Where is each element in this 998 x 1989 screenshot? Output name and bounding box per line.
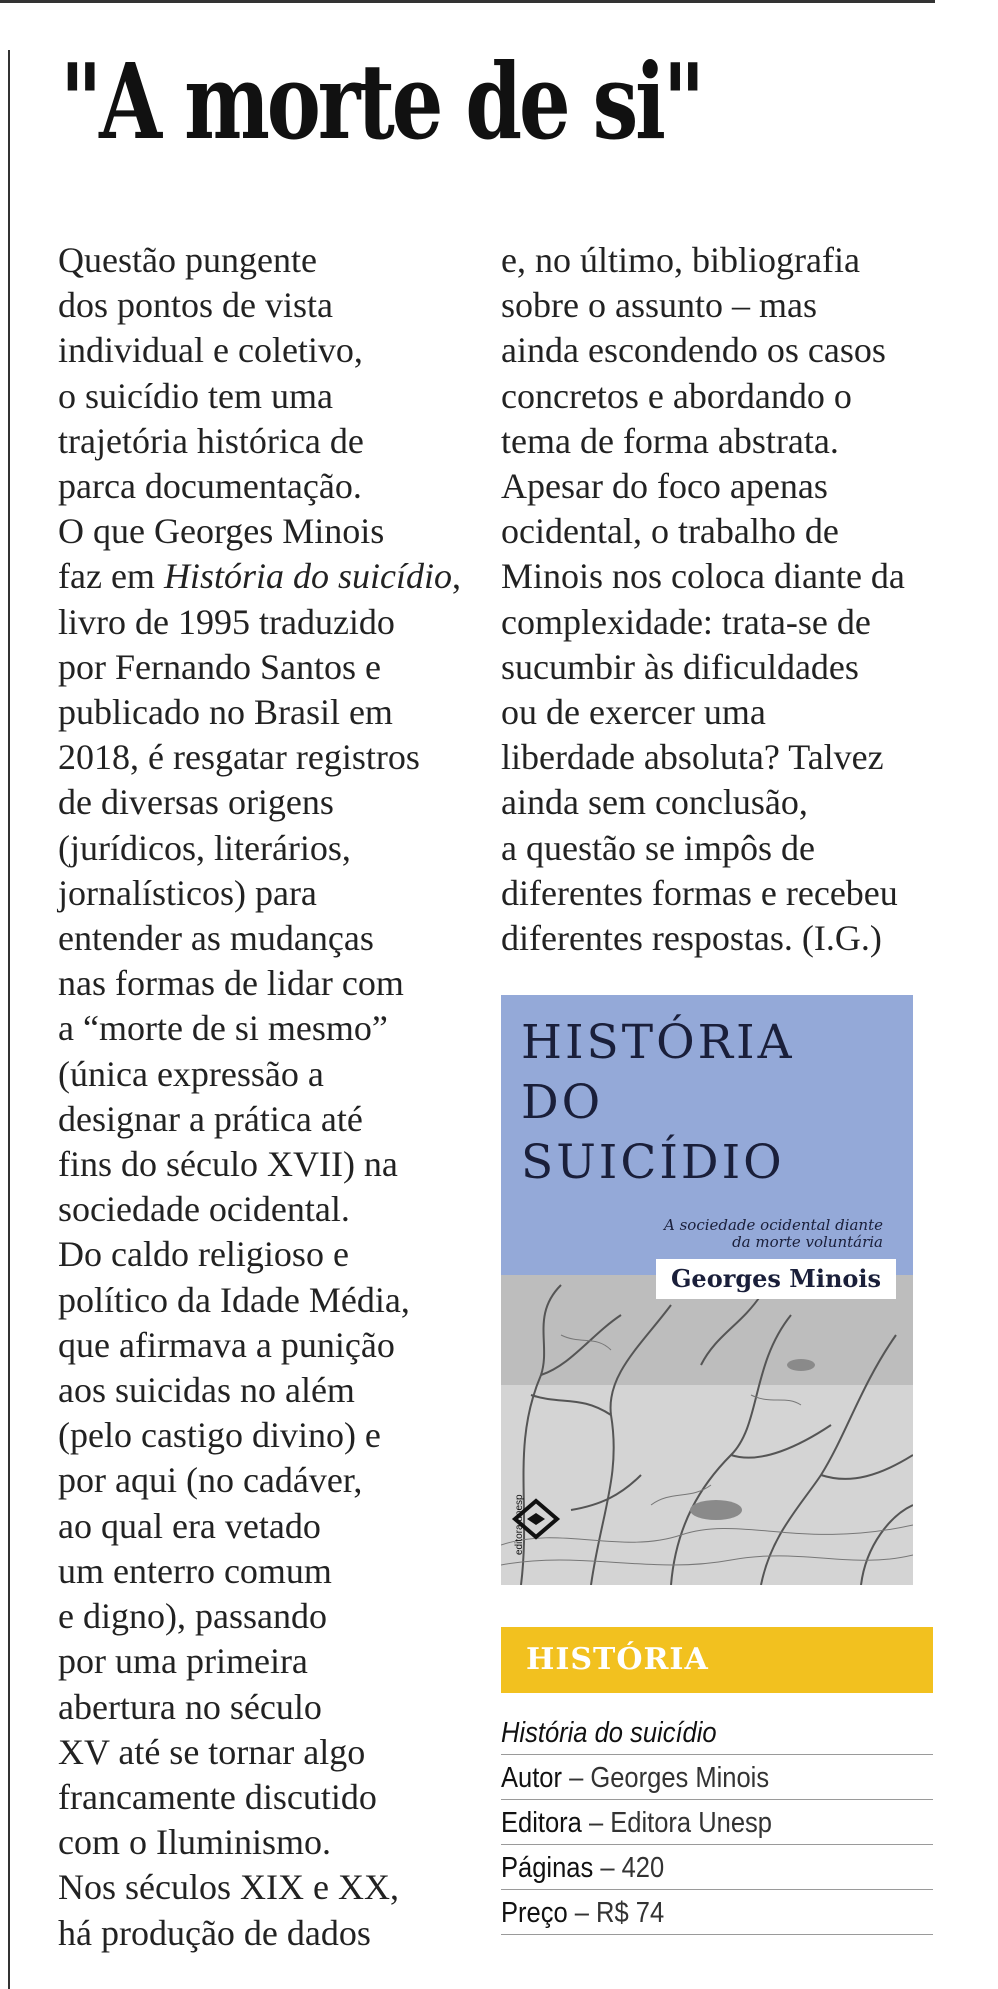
cover-title-line: DO	[521, 1075, 604, 1130]
body-line: dos pontos de vista	[58, 285, 333, 326]
body-line: a questão se impôs de	[501, 827, 815, 868]
body-line: sociedade ocidental.	[58, 1189, 350, 1230]
headline: "A morte de si"	[60, 40, 702, 163]
body-line: parca documentação.	[58, 466, 362, 507]
body-line: individual e coletivo,	[58, 330, 363, 371]
body-line: livro de 1995 traduzido	[58, 601, 395, 642]
body-line: (jurídicos, literários,	[58, 827, 351, 868]
body-column-right	[501, 238, 941, 961]
book-info-list	[501, 1710, 933, 1935]
cover-title-line: HISTÓRIA	[521, 1015, 795, 1070]
body-line: ainda escondendo os casos	[501, 330, 886, 371]
publisher-logo-text: editora unesp	[514, 1494, 525, 1555]
body-line: de diversas origens	[58, 782, 334, 823]
body-line: com o Iluminismo.	[58, 1822, 331, 1863]
info-sep: –	[562, 1762, 591, 1794]
body-line: aos suicidas no além	[58, 1370, 355, 1411]
cover-title-panel	[501, 995, 913, 1275]
info-row-pages	[501, 1845, 933, 1890]
body-line: jornalísticos) para	[58, 872, 317, 913]
body-line-prefix: faz em	[58, 556, 164, 597]
body-line: um enterro comum	[58, 1550, 332, 1591]
body-line: diferentes formas e recebeu	[501, 872, 898, 913]
body-line: por aqui (no cadáver,	[58, 1460, 363, 1501]
body-line-with-book-title	[58, 554, 468, 599]
body-line: por uma primeira	[58, 1641, 308, 1682]
cover-subtitle-line: A sociedade ocidental diante	[663, 1216, 883, 1234]
body-line: o suicídio tem uma	[58, 375, 333, 416]
body-line: por Fernando Santos e	[58, 646, 381, 687]
body-line: tema de forma abstrata.	[501, 420, 839, 461]
body-line: ao qual era vetado	[58, 1505, 321, 1546]
info-value: Georges Minois	[590, 1762, 770, 1794]
body-line: ainda sem conclusão,	[501, 782, 808, 823]
body-line: e, no último, bibliografia	[501, 240, 860, 280]
body-line: sucumbir às dificuldades	[501, 646, 859, 687]
body-line: ocidental, o trabalho de	[501, 511, 839, 552]
info-label: Preço	[501, 1897, 568, 1929]
info-box-label: HISTÓRIA	[526, 1642, 709, 1677]
body-line: liberdade absoluta? Talvez	[501, 737, 884, 778]
body-line: designar a prática até	[58, 1098, 363, 1139]
body-line: ou de exercer uma	[501, 692, 766, 733]
info-book-title: História do suicídio	[501, 1717, 717, 1749]
body-line: político da Idade Média,	[58, 1279, 410, 1320]
body-line: a “morte de si mesmo”	[58, 1008, 388, 1049]
body-line: diferentes respostas. (I.G.)	[501, 918, 882, 959]
left-column-rule	[8, 50, 10, 1989]
body-line: Nos séculos XIX e XX,	[58, 1867, 399, 1908]
info-value: 420	[621, 1852, 665, 1884]
body-column-left	[58, 238, 468, 1956]
info-label: Editora	[501, 1807, 582, 1839]
book-title-inline: História do suicídio	[163, 556, 452, 597]
body-line: nas formas de lidar com	[58, 963, 404, 1004]
body-line: entender as mudanças	[58, 918, 374, 959]
body-line: sobre o assunto – mas	[501, 285, 817, 326]
body-line: 2018, é resgatar registros	[58, 737, 420, 778]
info-label: Páginas	[501, 1852, 594, 1884]
info-sep: –	[593, 1852, 622, 1884]
body-line: fins do século XVII) na	[58, 1144, 398, 1185]
cover-subtitle-line: da morte voluntária	[732, 1233, 883, 1251]
info-row-publisher	[501, 1800, 933, 1845]
info-row-author	[501, 1755, 933, 1800]
body-line: publicado no Brasil em	[58, 692, 393, 733]
body-line: Apesar do foco apenas	[501, 466, 828, 507]
body-line: (única expressão a	[58, 1053, 324, 1094]
body-line: há produção de dados	[58, 1912, 371, 1953]
cover-title-line: SUICÍDIO	[521, 1135, 785, 1190]
cover-subtitle	[643, 1217, 883, 1251]
body-line: complexidade: trata-se de	[501, 601, 871, 642]
body-line: trajetória histórica de	[58, 420, 364, 461]
info-sep: –	[581, 1807, 611, 1839]
body-line: francamente discutido	[58, 1776, 377, 1817]
body-line: Do caldo religioso e	[58, 1234, 349, 1275]
body-line-suffix: ,	[451, 556, 461, 597]
info-label: Autor	[501, 1762, 563, 1794]
body-line: concretos e abordando o	[501, 375, 852, 416]
info-sep: –	[567, 1897, 597, 1929]
cover-title	[521, 1013, 795, 1193]
body-line: que afirmava a punição	[58, 1324, 395, 1365]
body-line: Questão pungente	[58, 240, 317, 280]
info-value: Editora Unesp	[610, 1807, 772, 1839]
body-line: XV até se tornar algo	[58, 1731, 366, 1772]
info-box-header	[501, 1627, 933, 1693]
info-row-price	[501, 1890, 933, 1935]
book-cover-image	[501, 995, 913, 1585]
info-row-title	[501, 1710, 933, 1755]
cover-author: Georges Minois	[656, 1259, 896, 1299]
body-line: abertura no século	[58, 1686, 322, 1727]
body-line: e digno), passando	[58, 1596, 327, 1637]
info-value: R$ 74	[596, 1897, 665, 1929]
body-line: (pelo castigo divino) e	[58, 1415, 381, 1456]
body-line: O que Georges Minois	[58, 511, 385, 552]
body-line: Minois nos coloca diante da	[501, 556, 905, 597]
top-rule	[0, 0, 935, 3]
